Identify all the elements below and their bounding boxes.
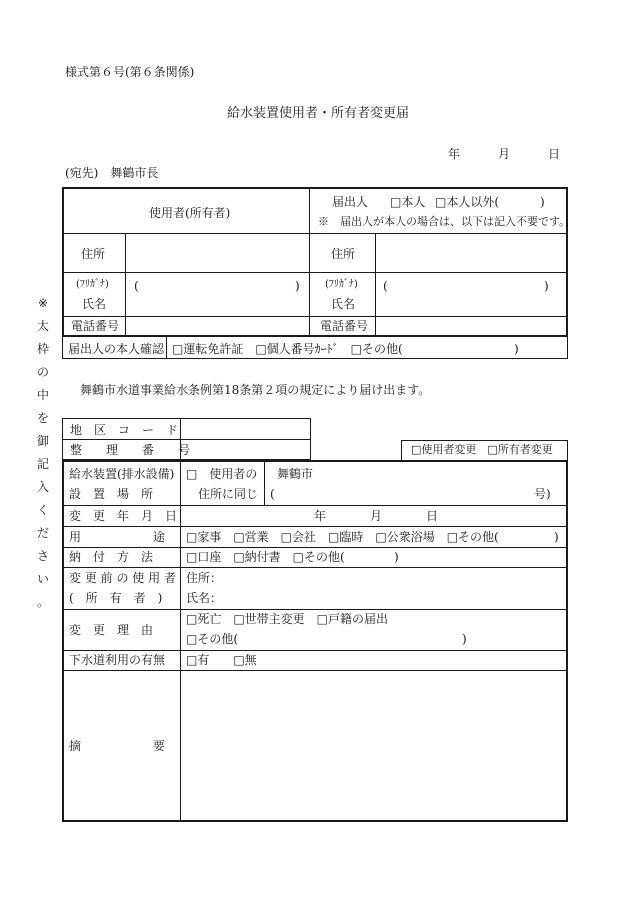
reason-close: ) [462,632,467,646]
location-label-2: 設 置 場 所 [69,487,154,501]
addressee: (宛先) 舞鶴市長 [65,166,159,180]
prev-name-label: 氏名： [186,591,223,605]
user-phone-label: 電話番号 [71,319,120,333]
location-city: 舞鶴市 [277,467,314,481]
id-check-options[interactable]: □運転免許証 □個人番号ｶｰﾄﾞ □その他( [172,342,403,356]
change-date-label: 変 更 年 月 日 [69,509,178,523]
user-info-table [62,187,571,337]
usage-label: 用 途 [69,530,166,544]
remarks-field[interactable] [182,672,565,819]
form-title: 給水装置使用者・所有者変更届 [227,106,410,121]
notifier-other-checkbox[interactable]: □本人以外( [435,195,500,209]
notifier-phone-label: 電話番号 [320,319,369,333]
location-paren-open: ( [270,487,275,501]
usage-close: ) [554,530,559,544]
location-label-1: 給水装置(排水設備) [69,467,175,481]
reason-options-2[interactable]: □その他( [186,632,239,646]
location-go: 号) [534,487,551,501]
user-furigana-open: ( [134,279,139,293]
payment-close: ) [394,550,399,564]
id-check-label: 届出人の本人確認 [68,342,165,356]
change-date-month: 月 [370,509,383,523]
ref-number-label: 整 理 番 号 [70,443,191,457]
prev-address-label: 住所： [186,571,223,585]
change-date-day: 日 [426,509,439,523]
id-check-close: ) [514,342,519,356]
notifier-furigana-label: (ﾌﾘｶﾞﾅ) [325,279,358,290]
side-note: ※ 太 枠 の 中 を 御 記 入 く だ さ い 。 [36,296,49,609]
usage-options[interactable]: □家事 □営業 □会社 □臨時 □公衆浴場 □その他( [186,530,499,544]
same-as-user-label: 住所に同じ [198,487,259,501]
notifier-notice: ※ 届出人が本人の場合は、以下は記入不要です。 [318,215,571,228]
reason-label: 変 更 理 由 [69,623,154,637]
payment-label: 納 付 方 法 [69,550,154,564]
same-as-user-checkbox[interactable]: □ 使用者の [186,467,258,481]
user-owner-label: 使用者(所有者) [149,206,231,220]
user-furigana-close: ) [295,279,300,293]
notifier-self-checkbox[interactable]: □本人 [390,195,426,209]
user-name-label: 氏名 [82,297,107,311]
change-type-options[interactable]: □使用者変更 □所有者変更 [411,443,553,456]
date-year: 年 [448,147,461,161]
user-address-label: 住所 [81,247,106,261]
sewer-options[interactable]: □有 □無 [186,653,257,667]
change-date-year: 年 [314,509,327,523]
form-id: 様式第６号(第６条関係) [65,65,195,79]
sewer-label: 下水道利用の有無 [69,653,166,667]
notifier-label: 届出人 [332,195,369,209]
payment-options[interactable]: □口座 □納付書 □その他( [186,550,345,564]
reason-options-1[interactable]: □死亡 □世帯主変更 □戸籍の届出 [186,612,389,626]
notifier-furigana-close: ) [544,279,549,293]
area-code-label: 地 区 コ ー ド [70,423,179,437]
notifier-address-label: 住所 [331,247,356,261]
statement: 舞鶴市水道事業給水条例第18条第２項の規定により届け出ます。 [80,383,431,397]
prev-user-label-1: 変 更 前 の 使 用 者 [69,571,176,585]
date-month: 月 [498,147,511,161]
date-day: 日 [548,147,561,161]
user-furigana-label: (ﾌﾘｶﾞﾅ) [76,279,109,290]
notifier-name-label: 氏名 [331,297,356,311]
prev-user-label-2: ( 所 有 者 ) [69,591,163,605]
remarks-label: 摘 要 [69,739,166,753]
notifier-furigana-open: ( [383,279,388,293]
notifier-other-close: ) [540,195,545,209]
